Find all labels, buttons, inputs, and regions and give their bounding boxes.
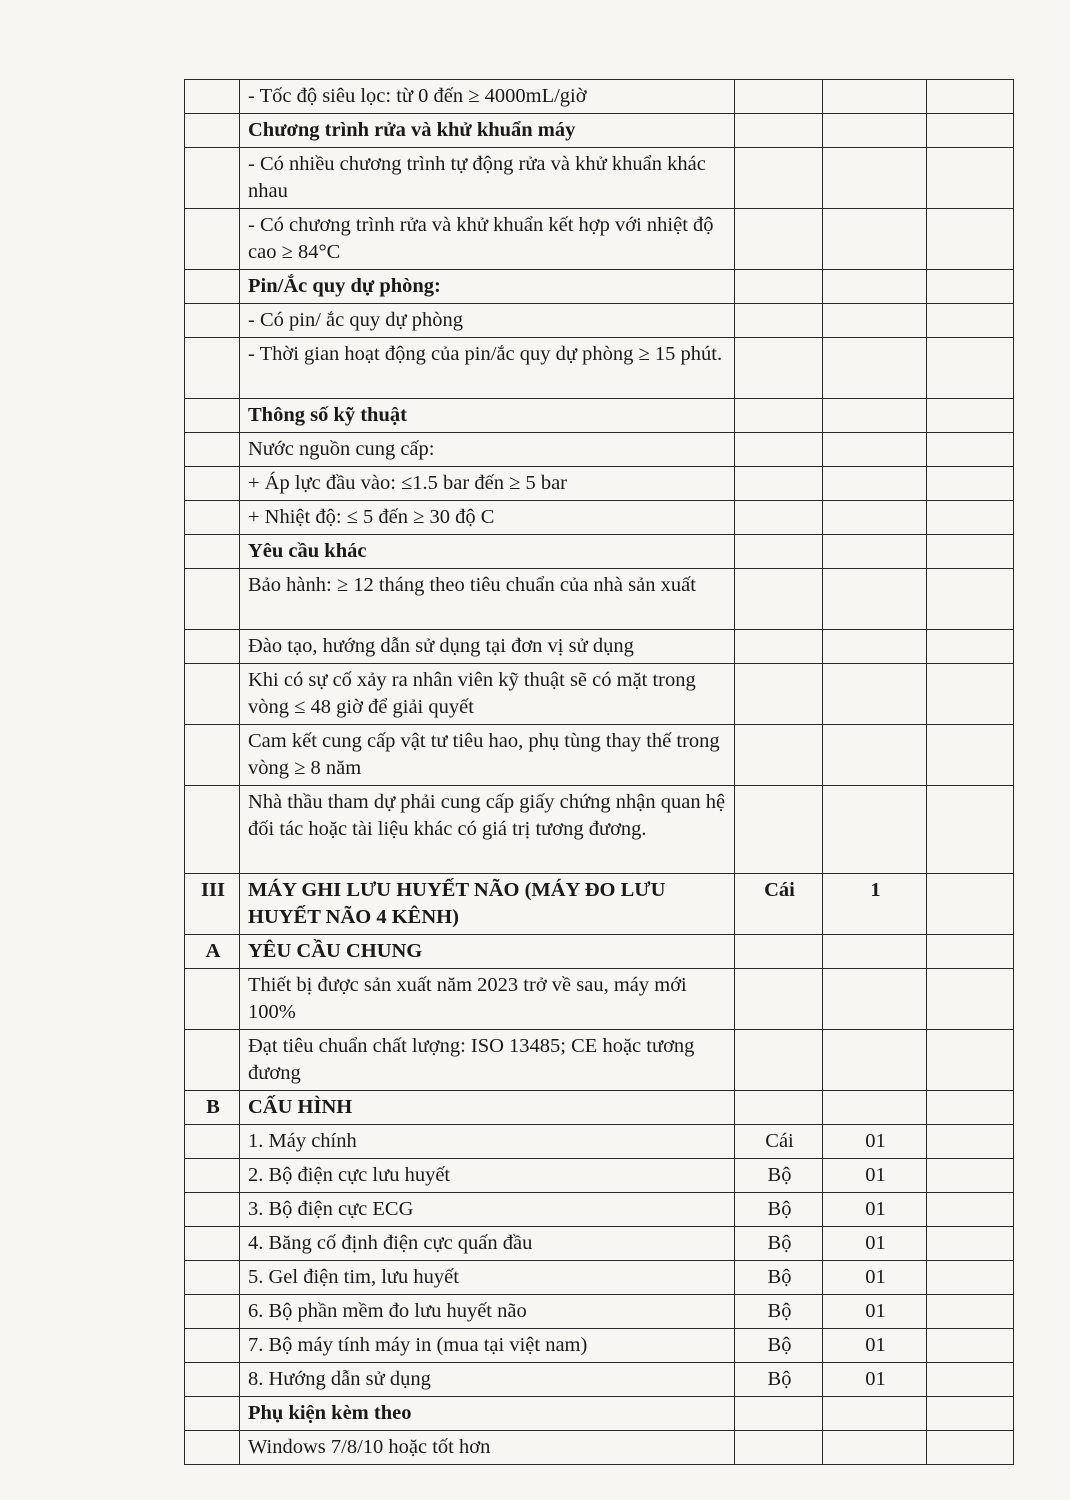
quantity-cell: [823, 433, 927, 467]
quantity-cell: [823, 535, 927, 569]
row-number-cell: [185, 148, 240, 209]
table-row: [185, 535, 1014, 569]
description-cell: Đạt tiêu chuẩn chất lượng: ISO 13485; CE hoặc tương đương: [240, 1030, 735, 1091]
table-row: [185, 1431, 1014, 1465]
unit-cell: Bộ: [735, 1363, 823, 1397]
unit-cell: [735, 399, 823, 433]
table-row: [185, 1397, 1014, 1431]
row-number-cell: [185, 1159, 240, 1193]
description-cell: Pin/Ắc quy dự phòng:: [240, 270, 735, 304]
table-row: [185, 874, 1014, 935]
row-number-cell: [185, 969, 240, 1030]
row-number-cell: [185, 209, 240, 270]
description-cell: Cam kết cung cấp vật tư tiêu hao, phụ tùng thay thế trong vòng ≥ 8 năm: [240, 725, 735, 786]
quantity-cell: [823, 338, 927, 399]
row-number-cell: III: [185, 874, 240, 935]
row-number-cell: A: [185, 935, 240, 969]
table-row: [185, 114, 1014, 148]
description-cell: Khi có sự cố xảy ra nhân viên kỹ thuật sẽ có mặt trong vòng ≤ 48 giờ để giải quyết: [240, 664, 735, 725]
description-cell: - Thời gian hoạt động của pin/ắc quy dự phòng ≥ 15 phút.: [240, 338, 735, 399]
row-number-cell: [185, 399, 240, 433]
description-cell: 6. Bộ phần mềm đo lưu huyết não: [240, 1295, 735, 1329]
unit-cell: [735, 148, 823, 209]
description-cell: YÊU CẦU CHUNG: [240, 935, 735, 969]
row-number-cell: [185, 270, 240, 304]
description-cell: 3. Bộ điện cực ECG: [240, 1193, 735, 1227]
row-number-cell: [185, 467, 240, 501]
table-row: [185, 467, 1014, 501]
description-cell: Nhà thầu tham dự phải cung cấp giấy chứng nhận quan hệ đối tác hoặc tài liệu khác có giá trị tương đương.: [240, 786, 735, 874]
quantity-cell: [823, 1431, 927, 1465]
quantity-cell: [823, 725, 927, 786]
unit-cell: Bộ: [735, 1261, 823, 1295]
table-row: [185, 1125, 1014, 1159]
unit-cell: Bộ: [735, 1193, 823, 1227]
description-cell: Thông số kỹ thuật: [240, 399, 735, 433]
row-number-cell: [185, 501, 240, 535]
note-cell: [927, 270, 1014, 304]
quantity-cell: [823, 1397, 927, 1431]
unit-cell: [735, 338, 823, 399]
table-row: [185, 630, 1014, 664]
note-cell: [927, 1159, 1014, 1193]
quantity-cell: 01: [823, 1329, 927, 1363]
unit-cell: [735, 969, 823, 1030]
row-number-cell: [185, 1227, 240, 1261]
unit-cell: Bộ: [735, 1227, 823, 1261]
description-cell: - Có chương trình rửa và khử khuẩn kết hợp với nhiệt độ cao ≥ 84°C: [240, 209, 735, 270]
quantity-cell: 01: [823, 1295, 927, 1329]
quantity-cell: 01: [823, 1363, 927, 1397]
unit-cell: [735, 725, 823, 786]
quantity-cell: 01: [823, 1261, 927, 1295]
row-number-cell: [185, 1193, 240, 1227]
quantity-cell: [823, 80, 927, 114]
note-cell: [927, 1193, 1014, 1227]
row-number-cell: [185, 1397, 240, 1431]
unit-cell: [735, 1397, 823, 1431]
quantity-cell: [823, 969, 927, 1030]
unit-cell: Bộ: [735, 1329, 823, 1363]
table-row: [185, 399, 1014, 433]
note-cell: [927, 1295, 1014, 1329]
row-number-cell: [185, 535, 240, 569]
unit-cell: [735, 1091, 823, 1125]
description-cell: 5. Gel điện tim, lưu huyết: [240, 1261, 735, 1295]
description-cell: - Có nhiều chương trình tự động rửa và khử khuẩn khác nhau: [240, 148, 735, 209]
table-row: [185, 1159, 1014, 1193]
note-cell: [927, 1329, 1014, 1363]
row-number-cell: [185, 725, 240, 786]
row-number-cell: [185, 664, 240, 725]
description-cell: 8. Hướng dẫn sử dụng: [240, 1363, 735, 1397]
row-number-cell: [185, 114, 240, 148]
description-cell: + Áp lực đầu vào: ≤1.5 bar đến ≥ 5 bar: [240, 467, 735, 501]
quantity-cell: [823, 786, 927, 874]
unit-cell: [735, 304, 823, 338]
description-cell: Windows 7/8/10 hoặc tốt hơn: [240, 1431, 735, 1465]
description-cell: Phụ kiện kèm theo: [240, 1397, 735, 1431]
table-row: [185, 433, 1014, 467]
note-cell: [927, 1227, 1014, 1261]
table-row: [185, 569, 1014, 630]
row-number-cell: [185, 1329, 240, 1363]
description-cell: 1. Máy chính: [240, 1125, 735, 1159]
note-cell: [927, 725, 1014, 786]
quantity-cell: 01: [823, 1159, 927, 1193]
quantity-cell: [823, 1030, 927, 1091]
table-row: [185, 1261, 1014, 1295]
quantity-cell: [823, 630, 927, 664]
unit-cell: Bộ: [735, 1295, 823, 1329]
note-cell: [927, 535, 1014, 569]
row-number-cell: [185, 1030, 240, 1091]
description-cell: + Nhiệt độ: ≤ 5 đến ≥ 30 độ C: [240, 501, 735, 535]
row-number-cell: [185, 80, 240, 114]
quantity-cell: 01: [823, 1125, 927, 1159]
row-number-cell: [185, 1295, 240, 1329]
unit-cell: [735, 786, 823, 874]
table-row: [185, 148, 1014, 209]
table-row: [185, 209, 1014, 270]
note-cell: [927, 569, 1014, 630]
description-cell: 4. Băng cố định điện cực quấn đầu: [240, 1227, 735, 1261]
note-cell: [927, 304, 1014, 338]
description-cell: Nước nguồn cung cấp:: [240, 433, 735, 467]
table-row: [185, 501, 1014, 535]
unit-cell: [735, 114, 823, 148]
quantity-cell: [823, 209, 927, 270]
row-number-cell: [185, 630, 240, 664]
note-cell: [927, 1261, 1014, 1295]
row-number-cell: [185, 304, 240, 338]
unit-cell: [735, 467, 823, 501]
table-row: [185, 1091, 1014, 1125]
quantity-cell: 01: [823, 1193, 927, 1227]
quantity-cell: [823, 467, 927, 501]
table-row: [185, 1295, 1014, 1329]
unit-cell: [735, 535, 823, 569]
description-cell: - Tốc độ siêu lọc: từ 0 đến ≥ 4000mL/giờ: [240, 80, 735, 114]
quantity-cell: [823, 114, 927, 148]
note-cell: [927, 874, 1014, 935]
note-cell: [927, 1397, 1014, 1431]
table-row: [185, 338, 1014, 399]
note-cell: [927, 338, 1014, 399]
unit-cell: [735, 630, 823, 664]
note-cell: [927, 664, 1014, 725]
table-row: [185, 786, 1014, 874]
unit-cell: [735, 1431, 823, 1465]
description-cell: Thiết bị được sản xuất năm 2023 trở về sau, máy mới 100%: [240, 969, 735, 1030]
unit-cell: [735, 569, 823, 630]
quantity-cell: [823, 270, 927, 304]
row-number-cell: [185, 338, 240, 399]
description-cell: Bảo hành: ≥ 12 tháng theo tiêu chuẩn của nhà sản xuất: [240, 569, 735, 630]
note-cell: [927, 467, 1014, 501]
description-cell: CẤU HÌNH: [240, 1091, 735, 1125]
quantity-cell: [823, 304, 927, 338]
quantity-cell: [823, 664, 927, 725]
table-row: [185, 969, 1014, 1030]
row-number-cell: [185, 1363, 240, 1397]
row-number-cell: [185, 569, 240, 630]
table-row: [185, 1363, 1014, 1397]
quantity-cell: [823, 399, 927, 433]
unit-cell: [735, 209, 823, 270]
note-cell: [927, 501, 1014, 535]
note-cell: [927, 1091, 1014, 1125]
note-cell: [927, 1125, 1014, 1159]
unit-cell: [735, 664, 823, 725]
note-cell: [927, 148, 1014, 209]
table-row: [185, 1193, 1014, 1227]
note-cell: [927, 630, 1014, 664]
quantity-cell: 01: [823, 1227, 927, 1261]
description-cell: - Có pin/ ắc quy dự phòng: [240, 304, 735, 338]
note-cell: [927, 1363, 1014, 1397]
table-row: [185, 1030, 1014, 1091]
description-cell: Chương trình rửa và khử khuẩn máy: [240, 114, 735, 148]
quantity-cell: 1: [823, 874, 927, 935]
unit-cell: Cái: [735, 1125, 823, 1159]
row-number-cell: B: [185, 1091, 240, 1125]
table-row: [185, 664, 1014, 725]
unit-cell: [735, 935, 823, 969]
note-cell: [927, 209, 1014, 270]
note-cell: [927, 969, 1014, 1030]
table-row: [185, 1227, 1014, 1261]
note-cell: [927, 786, 1014, 874]
row-number-cell: [185, 1125, 240, 1159]
table-row: [185, 270, 1014, 304]
table-row: [185, 304, 1014, 338]
unit-cell: Bộ: [735, 1159, 823, 1193]
note-cell: [927, 1030, 1014, 1091]
specification-table-body: [185, 80, 1014, 1465]
note-cell: [927, 80, 1014, 114]
note-cell: [927, 114, 1014, 148]
description-cell: 7. Bộ máy tính máy in (mua tại việt nam): [240, 1329, 735, 1363]
unit-cell: [735, 433, 823, 467]
description-cell: 2. Bộ điện cực lưu huyết: [240, 1159, 735, 1193]
specification-table: [184, 79, 1014, 1465]
table-row: [185, 1329, 1014, 1363]
note-cell: [927, 1431, 1014, 1465]
quantity-cell: [823, 569, 927, 630]
table-row: [185, 935, 1014, 969]
row-number-cell: [185, 433, 240, 467]
unit-cell: Cái: [735, 874, 823, 935]
unit-cell: [735, 270, 823, 304]
row-number-cell: [185, 1261, 240, 1295]
note-cell: [927, 433, 1014, 467]
quantity-cell: [823, 501, 927, 535]
quantity-cell: [823, 1091, 927, 1125]
note-cell: [927, 935, 1014, 969]
quantity-cell: [823, 148, 927, 209]
quantity-cell: [823, 935, 927, 969]
table-row: [185, 80, 1014, 114]
unit-cell: [735, 80, 823, 114]
description-cell: MÁY GHI LƯU HUYẾT NÃO (MÁY ĐO LƯU HUYẾT NÃO 4 KÊNH): [240, 874, 735, 935]
description-cell: Yêu cầu khác: [240, 535, 735, 569]
row-number-cell: [185, 1431, 240, 1465]
unit-cell: [735, 501, 823, 535]
note-cell: [927, 399, 1014, 433]
row-number-cell: [185, 786, 240, 874]
unit-cell: [735, 1030, 823, 1091]
description-cell: Đào tạo, hướng dẫn sử dụng tại đơn vị sử dụng: [240, 630, 735, 664]
table-row: [185, 725, 1014, 786]
